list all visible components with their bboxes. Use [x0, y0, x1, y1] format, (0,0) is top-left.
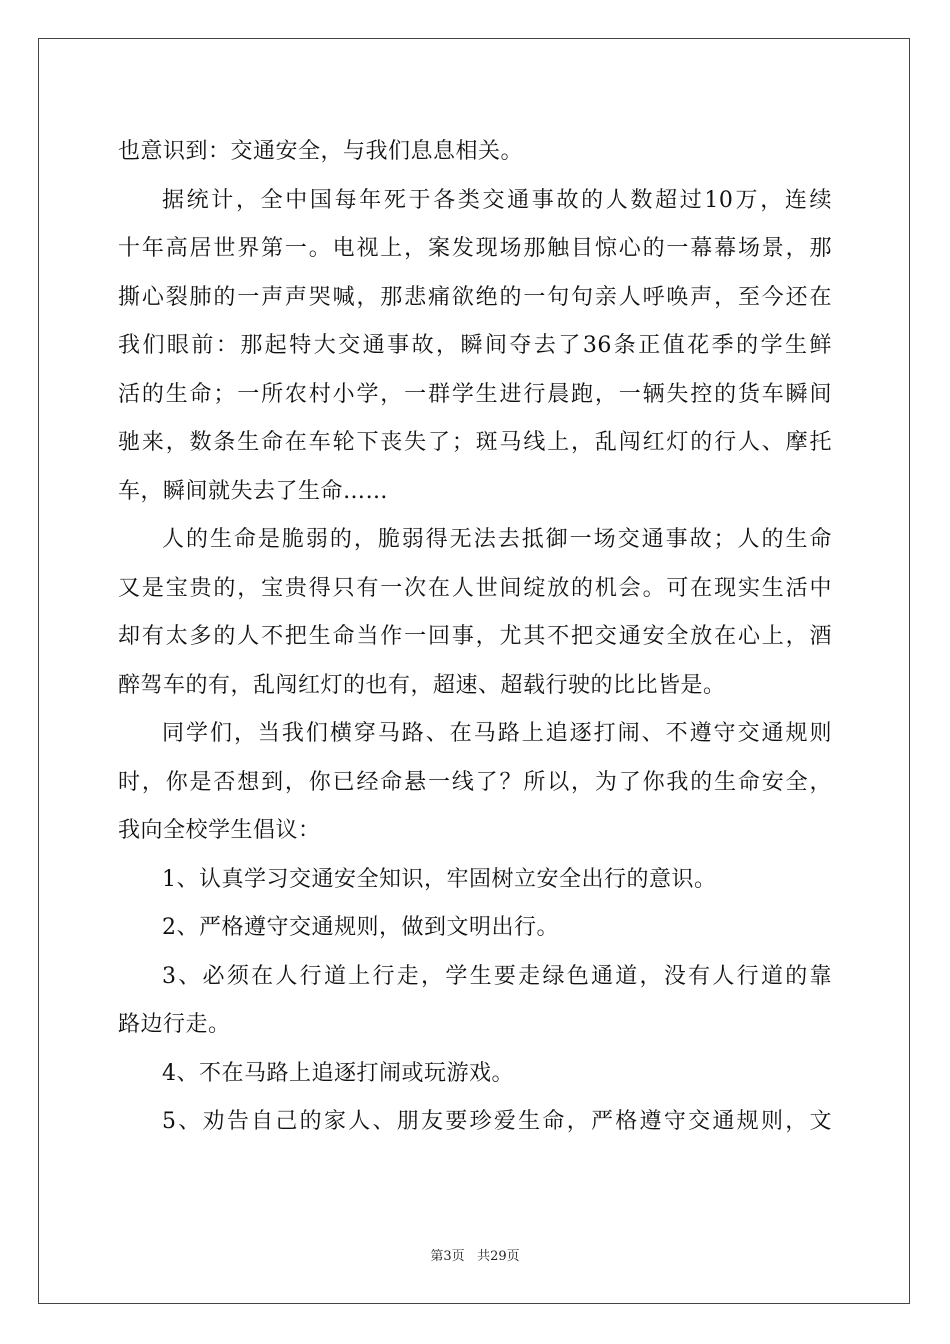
text-line: 我们眼前：那起特大交通事故，瞬间夺去了36条正值花季的学生鲜 [118, 333, 832, 358]
text-line: 十年高居世界第一。电视上，案发现场那触目惊心的一幕幕场景，那 [118, 236, 832, 261]
page-footer [0, 1245, 950, 1264]
text-line: 驰来，数条生命在车轮下丧失了；斑马线上，乱闯红灯的行人、摩托 [118, 430, 832, 455]
text-line: 又是宝贵的，宝贵得只有一次在人世间绽放的机会。可在现实生活中 [118, 575, 832, 601]
text-line: 活的生命；一所农村小学，一群学生进行晨跑，一辆失控的货车瞬间 [118, 381, 832, 407]
list-item: 1、认真学习交通安全知识，牢固树立安全出行的意识。 [162, 866, 717, 892]
list-item: 3、必须在人行道上行走，学生要走绿色通道，没有人行道的靠 [162, 963, 832, 989]
page-total: 共29页 [477, 1249, 520, 1264]
text-line: 却有太多的人不把生命当作一回事，尤其不把交通安全放在心上，酒 [118, 624, 832, 649]
text-line: 路边行走。 [118, 1012, 231, 1037]
text-line: 也意识到：交通安全，与我们息息相关。 [118, 139, 524, 164]
text-line: 车，瞬间就失去了生命…… [118, 478, 389, 504]
list-item: 5、劝告自己的家人、朋友要珍爱生命，严格遵守交通规则，文 [162, 1109, 832, 1134]
list-item: 4、不在马路上追逐打闹或玩游戏。 [162, 1060, 514, 1086]
text-line: 据统计，全中国每年死于各类交通事故的人数超过10万，连续 [162, 187, 832, 213]
text-line: 时，你是否想到，你已经命悬一线了？所以，为了你我的生命安全， [118, 769, 832, 795]
document-body [118, 128, 832, 1147]
list-item: 2、严格遵守交通规则，做到文明出行。 [162, 915, 559, 940]
text-line: 人的生命是脆弱的，脆弱得无法去抵御一场交通事故；人的生命 [162, 527, 832, 552]
text-line: 撕心裂肺的一声声哭喊，那悲痛欲绝的一句句亲人呼唤声，至今还在 [118, 284, 832, 310]
text-line: 我向全校学生倡议： [118, 818, 321, 843]
text-line: 醉驾车的有，乱闯红灯的也有，超速、超载行驶的比比皆是。 [118, 672, 726, 698]
page-number: 第3页 [430, 1249, 465, 1264]
text-line: 同学们，当我们横穿马路、在马路上追逐打闹、不遵守交通规则 [162, 721, 832, 746]
